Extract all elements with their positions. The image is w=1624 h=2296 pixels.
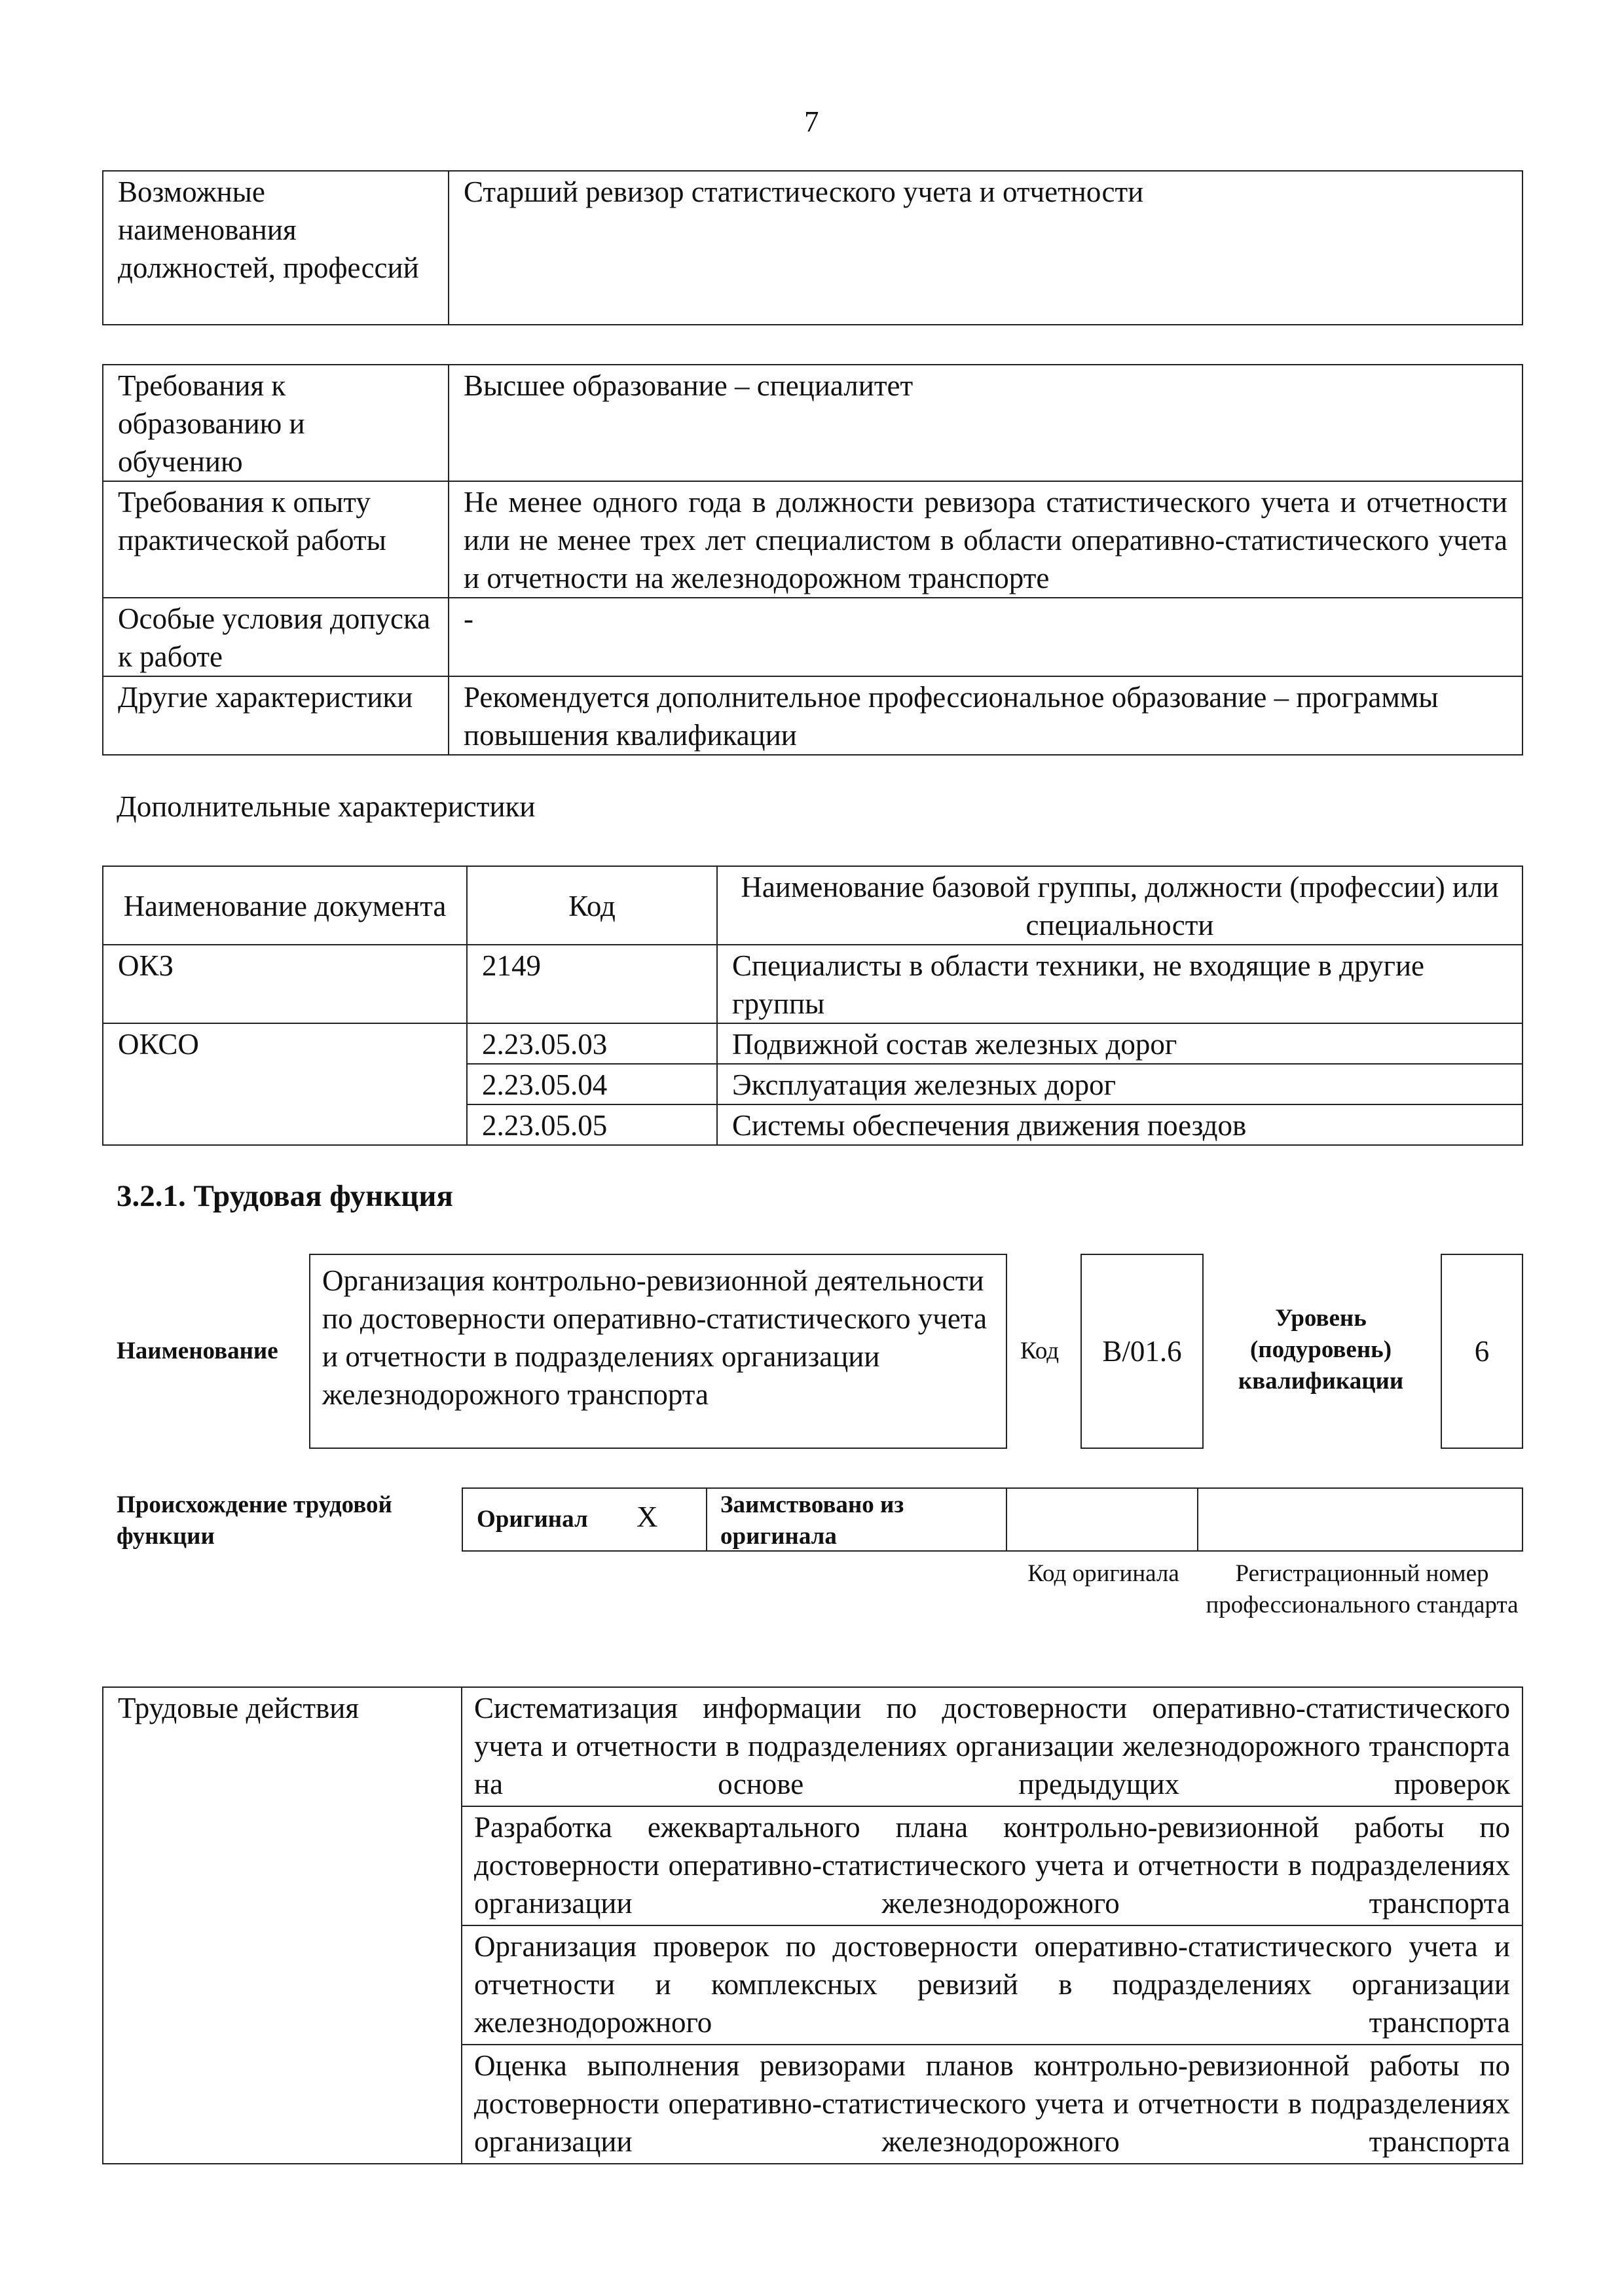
- req-value: Высшее образование – специалитет: [449, 365, 1522, 481]
- code-cell: 2.23.05.03: [467, 1023, 717, 1064]
- table-row: [103, 676, 1522, 755]
- origin-original-label: Оригинал: [477, 1506, 588, 1533]
- page-number: 7: [804, 105, 819, 138]
- function-level-value: 6: [1474, 1335, 1490, 1368]
- function-name-box: [309, 1254, 1007, 1449]
- function-name-label: Наименование: [117, 1338, 278, 1364]
- name-cell: Специалисты в области техники, не входящие в другие группы: [717, 945, 1522, 1023]
- table-header-row: [103, 866, 1522, 945]
- function-code-value: B/01.6: [1102, 1335, 1182, 1368]
- positions-label: Возможные наименования должностей, профессий: [103, 171, 449, 325]
- origin-divider-2: [1006, 1487, 1007, 1552]
- positions-value: Старший ревизор статистического учета и отчетности: [449, 171, 1522, 325]
- req-label: Другие характеристики: [103, 676, 449, 755]
- doc-cell: ОКСО: [103, 1023, 467, 1145]
- doc-cell: ОКЗ: [103, 945, 467, 1023]
- additional-table: [102, 866, 1523, 1146]
- table-row: [103, 598, 1522, 676]
- req-label: Требования к образованию и обучению: [103, 365, 449, 481]
- function-level-label: Уровень (подуровень) квалификации: [1238, 1305, 1404, 1394]
- origin-divider-1: [706, 1487, 707, 1552]
- code-cell: 2.23.05.04: [467, 1064, 717, 1104]
- req-value: Не менее одного года в должности ревизора статистического учета и отчетности или не менее трех лет специалистом в области оперативно-статистического учета и отчетности на железнодорожном транспорте: [449, 481, 1522, 598]
- table-row: [103, 945, 1522, 1023]
- header-code: Код: [467, 866, 717, 945]
- table-row: [103, 481, 1522, 598]
- header-doc: Наименование документа: [103, 866, 467, 945]
- function-code-label: Код: [1020, 1338, 1060, 1364]
- table-row: [103, 1023, 1522, 1064]
- table-row: [103, 171, 1522, 325]
- origin-box: [462, 1487, 1523, 1552]
- origin-borrowed-label: Заимствовано из оригинала: [720, 1491, 904, 1550]
- origin-label: Происхождение трудовой функции: [117, 1491, 392, 1550]
- action-item: Оценка выполнения ревизорами планов контрольно-ревизионной работы по достоверности оперативно-статистического учета и отчетности в подразделениях организации железнодорожного транспорта: [462, 2045, 1522, 2164]
- additional-heading: Дополнительные характеристики: [117, 790, 536, 823]
- origin-divider-3: [1197, 1487, 1198, 1552]
- action-item: Организация проверок по достоверности оперативно-статистического учета и отчетности и комплексных ревизий в подразделениях организации железнодорожного транспорта: [462, 1925, 1522, 2045]
- origin-original-mark: X: [637, 1501, 658, 1533]
- origin-code-caption: Код оригинала: [1027, 1560, 1179, 1587]
- actions-table: [102, 1686, 1523, 2164]
- req-label: Особые условия допуска к работе: [103, 598, 449, 676]
- name-cell: Системы обеспечения движения поездов: [717, 1104, 1522, 1145]
- function-level-box: [1441, 1254, 1523, 1449]
- actions-label: Трудовые действия: [103, 1687, 462, 2164]
- code-cell: 2.23.05.05: [467, 1104, 717, 1145]
- req-label: Требования к опыту практической работы: [103, 481, 449, 598]
- req-value: Рекомендуется дополнительное профессиональное образование – программы повышения квалификации: [449, 676, 1522, 755]
- action-item: Систематизация информации по достоверности оперативно-статистического учета и отчетности в подразделениях организации железнодорожного транспорта на основе предыдущих проверок: [462, 1687, 1522, 1806]
- name-cell: Подвижной состав железных дорог: [717, 1023, 1522, 1064]
- requirements-table: [102, 364, 1523, 756]
- table-row: [103, 1687, 1522, 1806]
- positions-table: [102, 170, 1523, 325]
- header-name: Наименование базовой группы, должности (профессии) или специальности: [717, 866, 1522, 945]
- code-cell: 2149: [467, 945, 717, 1023]
- origin-reg-caption: Регистрационный номер профессионального стандарта: [1206, 1560, 1519, 1618]
- req-value: -: [449, 598, 1522, 676]
- function-code-box: [1080, 1254, 1204, 1449]
- function-heading: 3.2.1. Трудовая функция: [117, 1179, 453, 1213]
- table-row: [103, 365, 1522, 481]
- name-cell: Эксплуатация железных дорог: [717, 1064, 1522, 1104]
- action-item: Разработка ежеквартального плана контрольно-ревизионной работы по достоверности оперативно-статистического учета и отчетности в подразделениях организации железнодорожного транспорта: [462, 1806, 1522, 1925]
- function-name-value: Организация контрольно-ревизионной деятельности по достоверности оперативно-статистического учета и отчетности в подразделениях организации железнодорожного транспорта: [322, 1264, 987, 1411]
